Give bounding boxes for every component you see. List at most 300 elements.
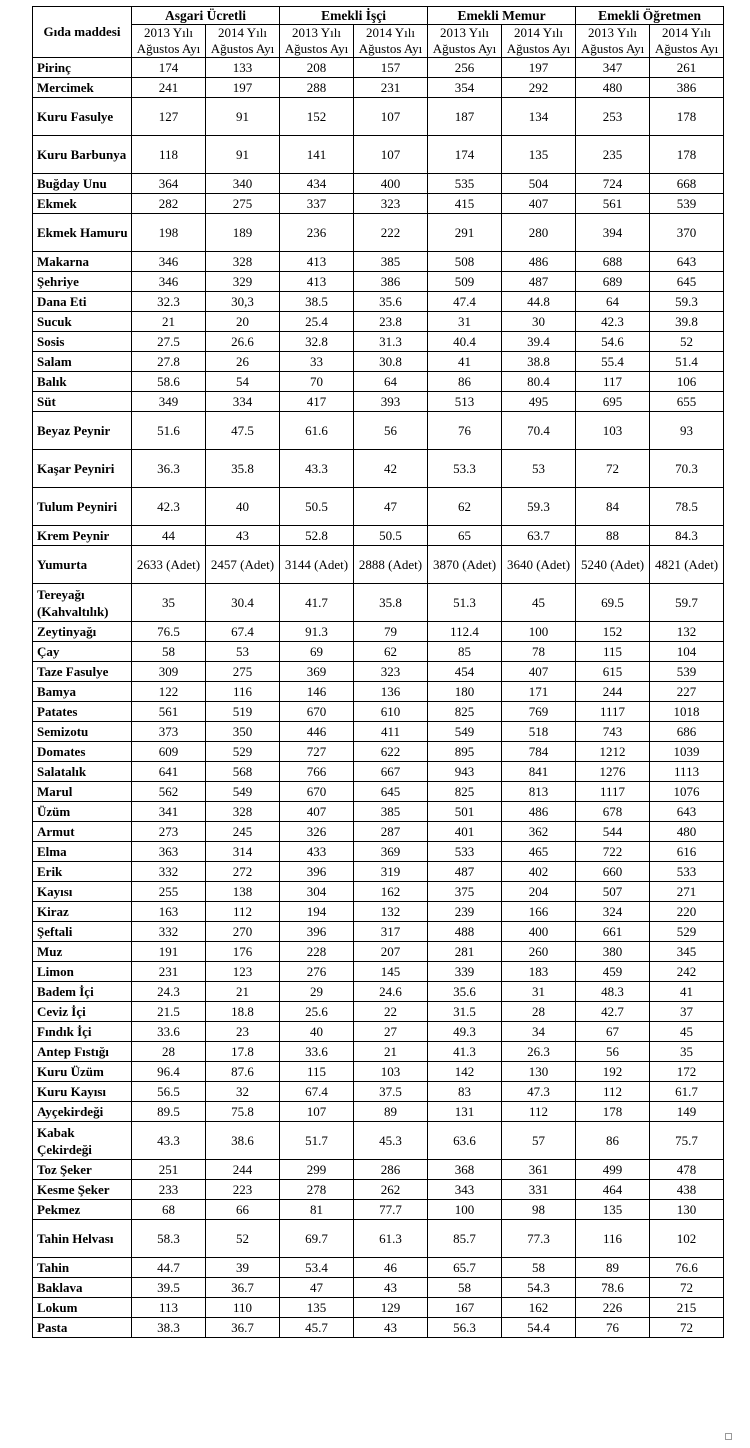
food-name: Çay [33, 642, 132, 662]
value-cell: 27.8 [132, 352, 206, 372]
year-header-2013: 2013 Yılı Ağustos Ayı [428, 25, 502, 58]
value-cell: 459 [576, 962, 650, 982]
value-cell: 4821 (Adet) [650, 546, 724, 584]
value-cell: 369 [280, 662, 354, 682]
food-name: Kiraz [33, 902, 132, 922]
food-name: Yumurta [33, 546, 132, 584]
value-cell: 340 [206, 174, 280, 194]
value-cell: 255 [132, 882, 206, 902]
value-cell: 67.4 [280, 1082, 354, 1102]
value-cell: 668 [650, 174, 724, 194]
table-row [33, 862, 724, 882]
value-cell: 42 [354, 450, 428, 488]
value-cell: 22 [354, 1002, 428, 1022]
table-row [33, 702, 724, 722]
value-cell: 670 [280, 702, 354, 722]
table-row [33, 1258, 724, 1278]
table-row [33, 822, 724, 842]
value-cell: 41 [428, 352, 502, 372]
value-cell: 129 [354, 1298, 428, 1318]
group-header-emekli-isci: Emekli İşçi [280, 7, 428, 25]
value-cell: 568 [206, 762, 280, 782]
value-cell: 326 [280, 822, 354, 842]
food-name: Salam [33, 352, 132, 372]
value-cell: 784 [502, 742, 576, 762]
food-name: Şeftali [33, 922, 132, 942]
value-cell: 270 [206, 922, 280, 942]
value-cell: 63.7 [502, 526, 576, 546]
value-cell: 77.7 [354, 1200, 428, 1220]
food-name: Şehriye [33, 272, 132, 292]
value-cell: 670 [280, 782, 354, 802]
value-cell: 29 [280, 982, 354, 1002]
food-name: Ceviz İçi [33, 1002, 132, 1022]
value-cell: 49.3 [428, 1022, 502, 1042]
value-cell: 31.5 [428, 1002, 502, 1022]
value-cell: 332 [132, 862, 206, 882]
value-cell: 57 [502, 1122, 576, 1160]
table-row [33, 272, 724, 292]
value-cell: 480 [650, 822, 724, 842]
value-cell: 347 [576, 58, 650, 78]
value-cell: 152 [280, 98, 354, 136]
table-row [33, 762, 724, 782]
value-cell: 495 [502, 392, 576, 412]
table-row [33, 352, 724, 372]
value-cell: 135 [502, 136, 576, 174]
value-cell: 84 [576, 488, 650, 526]
table-row [33, 682, 724, 702]
value-cell: 67 [576, 1022, 650, 1042]
value-cell: 42.3 [132, 488, 206, 526]
value-cell: 413 [280, 252, 354, 272]
food-name: Dana Eti [33, 292, 132, 312]
value-cell: 54 [206, 372, 280, 392]
value-cell: 256 [428, 58, 502, 78]
table-row [33, 962, 724, 982]
value-cell: 52.8 [280, 526, 354, 546]
value-cell: 641 [132, 762, 206, 782]
value-cell: 38.8 [502, 352, 576, 372]
value-cell: 56.5 [132, 1082, 206, 1102]
value-cell: 686 [650, 722, 724, 742]
food-name: Muz [33, 942, 132, 962]
value-cell: 292 [502, 78, 576, 98]
value-cell: 141 [280, 136, 354, 174]
value-cell: 43 [206, 526, 280, 546]
value-cell: 30.8 [354, 352, 428, 372]
value-cell: 363 [132, 842, 206, 862]
value-cell: 54.6 [576, 332, 650, 352]
value-cell: 1113 [650, 762, 724, 782]
value-cell: 286 [354, 1160, 428, 1180]
value-cell: 180 [428, 682, 502, 702]
value-cell: 176 [206, 942, 280, 962]
value-cell: 21 [354, 1042, 428, 1062]
value-cell: 32 [206, 1082, 280, 1102]
value-cell: 106 [650, 372, 724, 392]
value-cell: 133 [206, 58, 280, 78]
value-cell: 480 [576, 78, 650, 98]
food-name: Ekmek [33, 194, 132, 214]
table-row [33, 842, 724, 862]
value-cell: 24.3 [132, 982, 206, 1002]
value-cell: 75.8 [206, 1102, 280, 1122]
value-cell: 178 [650, 98, 724, 136]
value-cell: 58.6 [132, 372, 206, 392]
value-cell: 54.3 [502, 1278, 576, 1298]
table-row [33, 922, 724, 942]
value-cell: 507 [576, 882, 650, 902]
value-cell: 385 [354, 252, 428, 272]
value-cell: 38.3 [132, 1318, 206, 1338]
food-name: Taze Fasulye [33, 662, 132, 682]
value-cell: 50.5 [280, 488, 354, 526]
value-cell: 32.3 [132, 292, 206, 312]
corner-marker [725, 1433, 732, 1440]
value-cell: 42.7 [576, 1002, 650, 1022]
food-column-header: Gıda maddesi [33, 7, 132, 58]
value-cell: 261 [650, 58, 724, 78]
value-cell: 191 [132, 942, 206, 962]
value-cell: 59.7 [650, 584, 724, 622]
value-cell: 62 [354, 642, 428, 662]
table-container [32, 6, 723, 1338]
value-cell: 69.7 [280, 1220, 354, 1258]
value-cell: 64 [354, 372, 428, 392]
value-cell: 609 [132, 742, 206, 762]
value-cell: 813 [502, 782, 576, 802]
value-cell: 91 [206, 98, 280, 136]
value-cell: 138 [206, 882, 280, 902]
value-cell: 345 [650, 942, 724, 962]
food-name: Pekmez [33, 1200, 132, 1220]
table-row [33, 214, 724, 252]
value-cell: 163 [132, 902, 206, 922]
value-cell: 337 [280, 194, 354, 214]
value-cell: 241 [132, 78, 206, 98]
value-cell: 364 [132, 174, 206, 194]
value-cell: 30 [502, 312, 576, 332]
value-cell: 743 [576, 722, 650, 742]
value-cell: 130 [650, 1200, 724, 1220]
table-row [33, 1220, 724, 1258]
value-cell: 68 [132, 1200, 206, 1220]
value-cell: 174 [428, 136, 502, 174]
food-name: Buğday Unu [33, 174, 132, 194]
value-cell: 562 [132, 782, 206, 802]
value-cell: 112 [502, 1102, 576, 1122]
value-cell: 272 [206, 862, 280, 882]
value-cell: 278 [280, 1180, 354, 1200]
value-cell: 236 [280, 214, 354, 252]
table-row [33, 882, 724, 902]
table-row [33, 1160, 724, 1180]
value-cell: 244 [206, 1160, 280, 1180]
value-cell: 386 [650, 78, 724, 98]
food-name: Tereyağı (Kahvaltılık) [33, 584, 132, 622]
value-cell: 695 [576, 392, 650, 412]
value-cell: 508 [428, 252, 502, 272]
value-cell: 645 [650, 272, 724, 292]
value-cell: 85.7 [428, 1220, 502, 1258]
food-name: Toz Şeker [33, 1160, 132, 1180]
table-row [33, 98, 724, 136]
value-cell: 616 [650, 842, 724, 862]
food-name: Tulum Peyniri [33, 488, 132, 526]
food-name: Fındık İçi [33, 1022, 132, 1042]
value-cell: 400 [502, 922, 576, 942]
food-name: Kuru Kayısı [33, 1082, 132, 1102]
value-cell: 38.5 [280, 292, 354, 312]
year-header-2014: 2014 Yılı Ağustos Ayı [354, 25, 428, 58]
value-cell: 37.5 [354, 1082, 428, 1102]
value-cell: 67.4 [206, 622, 280, 642]
value-cell: 197 [502, 58, 576, 78]
value-cell: 44.8 [502, 292, 576, 312]
value-cell: 56 [576, 1042, 650, 1062]
value-cell: 667 [354, 762, 428, 782]
table-row [33, 252, 724, 272]
food-name: Armut [33, 822, 132, 842]
value-cell: 678 [576, 802, 650, 822]
table-row [33, 1042, 724, 1062]
value-cell: 86 [428, 372, 502, 392]
value-cell: 438 [650, 1180, 724, 1200]
value-cell: 45 [650, 1022, 724, 1042]
value-cell: 131 [428, 1102, 502, 1122]
value-cell: 37 [650, 1002, 724, 1022]
value-cell: 61.7 [650, 1082, 724, 1102]
value-cell: 1117 [576, 702, 650, 722]
value-cell: 350 [206, 722, 280, 742]
value-cell: 53 [206, 642, 280, 662]
value-cell: 72 [650, 1278, 724, 1298]
value-cell: 895 [428, 742, 502, 762]
value-cell: 78.6 [576, 1278, 650, 1298]
value-cell: 61.3 [354, 1220, 428, 1258]
value-cell: 30.4 [206, 584, 280, 622]
value-cell: 31.3 [354, 332, 428, 352]
table-row [33, 1180, 724, 1200]
value-cell: 76 [576, 1318, 650, 1338]
value-cell: 25.6 [280, 1002, 354, 1022]
value-cell: 368 [428, 1160, 502, 1180]
table-row [33, 292, 724, 312]
value-cell: 825 [428, 782, 502, 802]
value-cell: 380 [576, 942, 650, 962]
year-header-2014: 2014 Yılı Ağustos Ayı [206, 25, 280, 58]
value-cell: 187 [428, 98, 502, 136]
value-cell: 118 [132, 136, 206, 174]
table-row [33, 942, 724, 962]
value-cell: 69.5 [576, 584, 650, 622]
group-header-emekli-memur: Emekli Memur [428, 7, 576, 25]
food-name: Balık [33, 372, 132, 392]
value-cell: 21 [132, 312, 206, 332]
value-cell: 610 [354, 702, 428, 722]
table-row [33, 332, 724, 352]
year-header-2013: 2013 Yılı Ağustos Ayı [280, 25, 354, 58]
table-row [33, 1298, 724, 1318]
value-cell: 51.4 [650, 352, 724, 372]
value-cell: 317 [354, 922, 428, 942]
value-cell: 44 [132, 526, 206, 546]
value-cell: 361 [502, 1160, 576, 1180]
value-cell: 287 [354, 822, 428, 842]
value-cell: 220 [650, 902, 724, 922]
table-row [33, 662, 724, 682]
value-cell: 28 [132, 1042, 206, 1062]
food-name: Domates [33, 742, 132, 762]
value-cell: 3870 (Adet) [428, 546, 502, 584]
food-name: Baklava [33, 1278, 132, 1298]
value-cell: 288 [280, 78, 354, 98]
value-cell: 233 [132, 1180, 206, 1200]
food-name: Pirinç [33, 58, 132, 78]
table-row [33, 1102, 724, 1122]
table-row [33, 174, 724, 194]
value-cell: 244 [576, 682, 650, 702]
value-cell: 341 [132, 802, 206, 822]
food-name: Ekmek Hamuru [33, 214, 132, 252]
value-cell: 41.7 [280, 584, 354, 622]
table-row [33, 1082, 724, 1102]
value-cell: 198 [132, 214, 206, 252]
value-cell: 30,3 [206, 292, 280, 312]
value-cell: 253 [576, 98, 650, 136]
value-cell: 539 [650, 662, 724, 682]
table-header [33, 7, 724, 58]
value-cell: 339 [428, 962, 502, 982]
value-cell: 102 [650, 1220, 724, 1258]
value-cell: 135 [280, 1298, 354, 1318]
value-cell: 722 [576, 842, 650, 862]
value-cell: 58.3 [132, 1220, 206, 1258]
value-cell: 23.8 [354, 312, 428, 332]
value-cell: 51.6 [132, 412, 206, 450]
value-cell: 40.4 [428, 332, 502, 352]
value-cell: 96.4 [132, 1062, 206, 1082]
value-cell: 91.3 [280, 622, 354, 642]
value-cell: 100 [502, 622, 576, 642]
table-row [33, 1200, 724, 1220]
value-cell: 112 [576, 1082, 650, 1102]
table-row [33, 902, 724, 922]
table-row [33, 742, 724, 762]
value-cell: 197 [206, 78, 280, 98]
table-row [33, 194, 724, 214]
table-row [33, 78, 724, 98]
food-name: Badem İçi [33, 982, 132, 1002]
food-name: Beyaz Peynir [33, 412, 132, 450]
value-cell: 223 [206, 1180, 280, 1200]
value-cell: 2633 (Adet) [132, 546, 206, 584]
value-cell: 45.7 [280, 1318, 354, 1338]
value-cell: 35.6 [428, 982, 502, 1002]
value-cell: 50.5 [354, 526, 428, 546]
food-name: Pasta [33, 1318, 132, 1338]
value-cell: 117 [576, 372, 650, 392]
value-cell: 39 [206, 1258, 280, 1278]
value-cell: 222 [354, 214, 428, 252]
value-cell: 45.3 [354, 1122, 428, 1160]
food-name: Krem Peynir [33, 526, 132, 546]
value-cell: 549 [428, 722, 502, 742]
value-cell: 40 [280, 1022, 354, 1042]
value-cell: 65.7 [428, 1258, 502, 1278]
food-name: Tahin Helvası [33, 1220, 132, 1258]
value-cell: 549 [206, 782, 280, 802]
value-cell: 27 [354, 1022, 428, 1042]
food-name: Sosis [33, 332, 132, 352]
value-cell: 36.7 [206, 1318, 280, 1338]
value-cell: 56 [354, 412, 428, 450]
value-cell: 319 [354, 862, 428, 882]
value-cell: 43.3 [132, 1122, 206, 1160]
value-cell: 87.6 [206, 1062, 280, 1082]
value-cell: 116 [206, 682, 280, 702]
value-cell: 43 [354, 1318, 428, 1338]
value-cell: 561 [576, 194, 650, 214]
value-cell: 86 [576, 1122, 650, 1160]
value-cell: 31 [502, 982, 576, 1002]
value-cell: 61.6 [280, 412, 354, 450]
value-cell: 226 [576, 1298, 650, 1318]
value-cell: 58 [502, 1258, 576, 1278]
value-cell: 281 [428, 942, 502, 962]
value-cell: 174 [132, 58, 206, 78]
value-cell: 235 [576, 136, 650, 174]
value-cell: 28 [502, 1002, 576, 1022]
table-row [33, 1318, 724, 1338]
table-row [33, 1122, 724, 1160]
value-cell: 535 [428, 174, 502, 194]
value-cell: 513 [428, 392, 502, 412]
value-cell: 103 [576, 412, 650, 450]
value-cell: 400 [354, 174, 428, 194]
value-cell: 331 [502, 1180, 576, 1200]
value-cell: 75.7 [650, 1122, 724, 1160]
food-name: Kuru Üzüm [33, 1062, 132, 1082]
value-cell: 39.5 [132, 1278, 206, 1298]
food-name: Semizotu [33, 722, 132, 742]
value-cell: 533 [650, 862, 724, 882]
year-header-2013: 2013 Yılı Ağustos Ayı [132, 25, 206, 58]
value-cell: 146 [280, 682, 354, 702]
value-cell: 373 [132, 722, 206, 742]
value-cell: 518 [502, 722, 576, 742]
value-cell: 53.4 [280, 1258, 354, 1278]
value-cell: 299 [280, 1160, 354, 1180]
value-cell: 2457 (Adet) [206, 546, 280, 584]
value-cell: 417 [280, 392, 354, 412]
value-cell: 89 [354, 1102, 428, 1122]
value-cell: 41 [650, 982, 724, 1002]
value-cell: 122 [132, 682, 206, 702]
value-cell: 34 [502, 1022, 576, 1042]
value-cell: 132 [354, 902, 428, 922]
food-name: Süt [33, 392, 132, 412]
value-cell: 115 [280, 1062, 354, 1082]
value-cell: 23 [206, 1022, 280, 1042]
food-name: Limon [33, 962, 132, 982]
value-cell: 59.3 [650, 292, 724, 312]
value-cell: 36.3 [132, 450, 206, 488]
value-cell: 464 [576, 1180, 650, 1200]
value-cell: 79 [354, 622, 428, 642]
value-cell: 346 [132, 272, 206, 292]
